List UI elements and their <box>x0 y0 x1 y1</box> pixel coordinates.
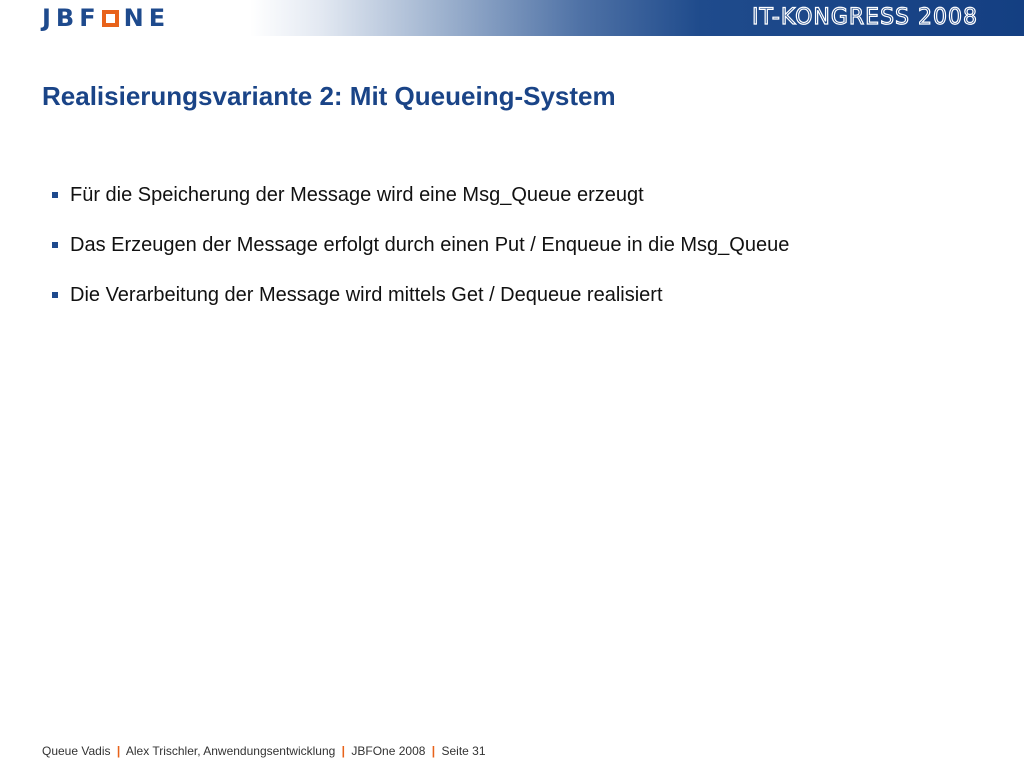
logo-text-pre: JBF <box>42 4 101 32</box>
footer-speaker: Alex Trischler, Anwendungsentwicklung <box>125 744 336 758</box>
bullet-item <box>52 230 789 260</box>
footer-event: JBFOne 2008 <box>351 744 426 758</box>
jbfone-logo <box>42 4 170 32</box>
footer-separator: | <box>341 744 346 758</box>
bullet-text: Für die Speicherung der Message wird eine Msg_Queue erzeugt <box>70 184 644 206</box>
bullet-list <box>52 180 789 330</box>
logo-text-post: NE <box>123 4 171 32</box>
bullet-item <box>52 280 789 310</box>
footer-talk-title: Queue Vadis <box>42 744 111 758</box>
footer-separator: | <box>116 744 121 758</box>
event-title: IT-KONGRESS 2008 <box>752 5 978 30</box>
logo-orange-square-icon <box>102 10 119 27</box>
bullet-text: Das Erzeugen der Message erfolgt durch einen Put / Enqueue in die Msg_Queue <box>70 234 790 256</box>
footer <box>42 743 486 759</box>
footer-page-number: Seite 31 <box>441 744 486 758</box>
square-bullet-icon <box>52 242 58 248</box>
slide-title: Realisierungsvariante 2: Mit Queueing-System <box>42 81 616 111</box>
bullet-item <box>52 180 789 210</box>
bullet-text: Die Verarbeitung der Message wird mittels Get / Dequeue realisiert <box>70 284 663 306</box>
square-bullet-icon <box>52 292 58 298</box>
footer-separator: | <box>431 744 436 758</box>
square-bullet-icon <box>52 192 58 198</box>
